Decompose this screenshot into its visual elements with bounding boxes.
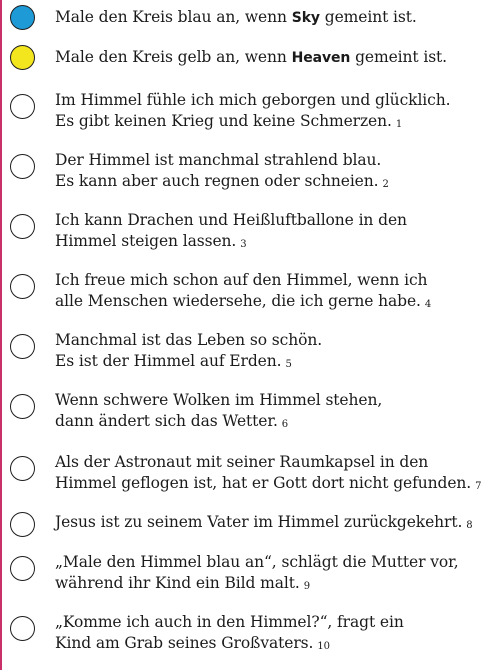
statement-line-2: während ihr Kind ein Bild malt. — [55, 574, 300, 592]
statement-number: 10 — [317, 641, 330, 652]
answer-circle[interactable] — [10, 394, 35, 419]
statement-line-1: Der Himmel ist manchmal strahlend blau. — [55, 151, 382, 169]
statement-line-1: Manchmal ist das Leben so schön. — [55, 331, 323, 349]
left-edge-line — [0, 0, 2, 670]
statement-text — [55, 90, 495, 134]
answer-circle[interactable] — [10, 94, 35, 119]
statement-line-1: Im Himmel fühle ich mich geborgen und glücklich. — [55, 91, 451, 109]
statement-line-1: „Male den Himmel blau an“, schlägt die Mutter vor, — [55, 553, 459, 571]
statement-line-2: Himmel steigen lassen. — [55, 232, 237, 250]
statement-text — [55, 150, 495, 194]
keyword-heaven: Heaven — [291, 50, 351, 66]
statement-line-2: dann ändert sich das Wetter. — [55, 412, 278, 430]
statement-number: 8 — [466, 520, 473, 531]
statement-number: 9 — [303, 581, 310, 592]
statement-text — [55, 552, 495, 596]
statement-number: 5 — [285, 359, 292, 370]
answer-circle[interactable] — [10, 456, 35, 481]
statement-line-2: Es ist der Himmel auf Erden. — [55, 352, 282, 370]
statement-line-2: Kind am Grab seines Großvaters. — [55, 634, 314, 652]
instruction-text-before: Male den Kreis blau an, wenn — [55, 8, 292, 26]
statement-number: 2 — [382, 179, 389, 190]
statement-line-1: Ich kann Drachen und Heißluftballone in den — [55, 211, 407, 229]
answer-circle[interactable] — [10, 512, 35, 537]
instruction-text — [55, 47, 495, 69]
statement-line-2: Es gibt keinen Krieg und keine Schmerzen. — [55, 112, 392, 130]
statement-line-2: alle Menschen wiedersehe, die ich gerne habe. — [55, 292, 421, 310]
answer-circle[interactable] — [10, 274, 35, 299]
statement-line-1: Ich freue mich schon auf den Himmel, wenn ich — [55, 271, 428, 289]
statement-number: 7 — [475, 481, 482, 492]
yellow-circle-icon — [10, 45, 35, 70]
statement-text — [55, 512, 495, 535]
statement-text — [55, 330, 495, 374]
answer-circle[interactable] — [10, 334, 35, 359]
statement-line-1: Als der Astronaut mit seiner Raumkapsel in den — [55, 453, 429, 471]
answer-circle[interactable] — [10, 214, 35, 239]
statement-line-2: Himmel geflogen ist, hat er Gott dort nicht gefunden. — [55, 474, 472, 492]
answer-circle[interactable] — [10, 616, 35, 641]
keyword-sky: Sky — [291, 10, 320, 26]
answer-circle[interactable] — [10, 556, 35, 581]
statement-line-1: „Komme ich auch in den Himmel?“, fragt ein — [55, 613, 404, 631]
statement-number: 3 — [240, 239, 247, 250]
statement-line-1: Wenn schwere Wolken im Himmel stehen, — [55, 391, 383, 409]
statement-text — [55, 270, 495, 314]
statement-number: 6 — [281, 419, 289, 430]
statement-number: 1 — [395, 119, 403, 130]
statement-text — [55, 612, 495, 656]
instruction-text-after: gemeint ist. — [350, 48, 448, 66]
statement-text — [55, 210, 495, 254]
instruction-text — [55, 7, 495, 29]
statement-line-1: Jesus ist zu seinem Vater im Himmel zurückgekehrt. — [55, 513, 463, 531]
statement-number: 4 — [424, 299, 432, 310]
statement-text — [55, 452, 495, 496]
blue-circle-icon — [10, 5, 35, 30]
statement-text — [55, 390, 495, 434]
statement-line-2: Es kann aber auch regnen oder schneien. — [55, 172, 379, 190]
instruction-text-after: gemeint ist. — [319, 8, 417, 26]
answer-circle[interactable] — [10, 154, 35, 179]
instruction-text-before: Male den Kreis gelb an, wenn — [55, 48, 292, 66]
